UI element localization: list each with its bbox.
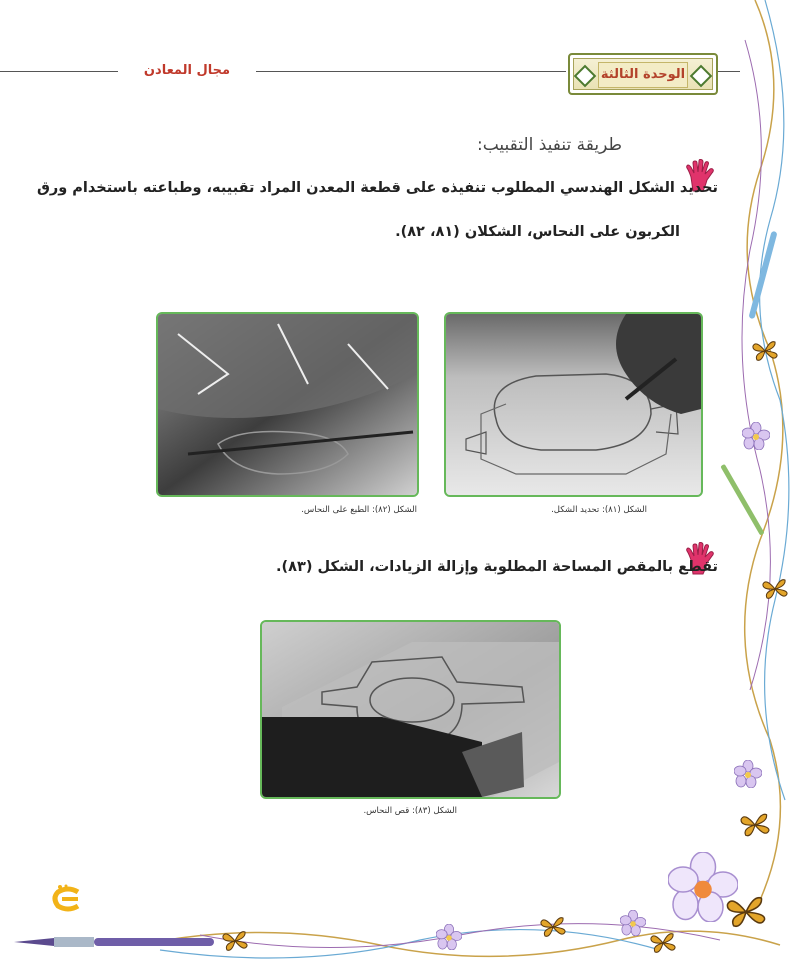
flower-icon xyxy=(742,422,770,450)
ornament-left xyxy=(574,65,597,88)
butterfly-icon xyxy=(752,340,778,362)
flower-icon xyxy=(734,760,762,788)
butterfly-icon xyxy=(650,932,676,954)
step2-text: تقطع بالمقص المساحة المطلوبة وإزالة الزيادات، الشكل (٨٣). xyxy=(276,559,718,575)
butterfly-icon xyxy=(540,916,566,938)
figure-82-image xyxy=(156,312,419,497)
figure-83-caption: الشكل (٨٣): قص النحاس. xyxy=(363,806,457,816)
butterfly-icon xyxy=(222,930,248,952)
flower-icon xyxy=(436,924,462,950)
butterfly-icon xyxy=(762,578,788,600)
unit-title: الوحدة الثالثة xyxy=(598,62,688,88)
paintbrush-icon xyxy=(14,928,214,952)
figure-81-caption: الشكل (٨١): تحديد الشكل. xyxy=(551,505,647,515)
step1-line1: تحديد الشكل الهندسي المطلوب تنفيذه على قطعة المعدن المراد تقبيبه، وطباعته باستخدام ورق xyxy=(36,180,718,196)
figure-81-image xyxy=(444,312,703,497)
unit-badge xyxy=(568,53,718,95)
subject-title: مجال المعادن xyxy=(124,60,250,82)
flower-icon xyxy=(620,910,646,936)
header-rule-left xyxy=(0,71,118,72)
step1-line2: الكربون على النحاس، الشكلان (٨١، ٨٢). xyxy=(395,224,680,240)
figure-83-image xyxy=(260,620,561,799)
publisher-logo-icon xyxy=(48,884,88,914)
butterfly-icon xyxy=(740,812,770,838)
section-heading: طريقة تنفيذ التقبيب: xyxy=(477,135,622,155)
header-rule-middle xyxy=(256,71,566,72)
figure-82-caption: الشكل (٨٢): الطبع على النحاس. xyxy=(301,505,417,515)
